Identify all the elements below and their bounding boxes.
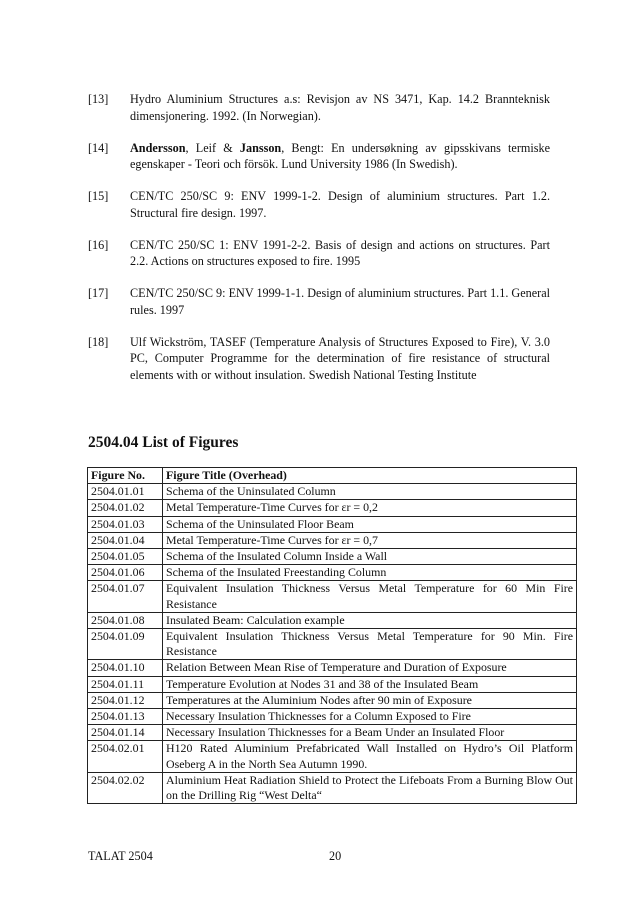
reference-text-part: Ulf Wickström, TASEF (Temperature Analysis of Structures Exposed to Fire), V. 3.0 PC, Computer Programme for the determination of fire resistance of structural elements with or without insulation. Swedish National Testing Institute — [130, 334, 550, 382]
figure-number: 2504.01.03 — [88, 516, 163, 532]
figure-number: 2504.01.01 — [88, 484, 163, 500]
figure-title: Schema of the Insulated Column Inside a Wall — [163, 549, 577, 565]
figure-number: 2504.01.13 — [88, 709, 163, 725]
reference-text-part: , Leif & — [185, 140, 240, 155]
figure-title: Insulated Beam: Calculation example — [163, 612, 577, 628]
table-row — [88, 549, 577, 565]
table-row — [88, 692, 577, 708]
figure-title: Schema of the Insulated Freestanding Column — [163, 565, 577, 581]
reference-number: [13] — [88, 92, 109, 106]
reference-text-part: CEN/TC 250/SC 9: ENV 1999-1-1. Design of aluminium structures. Part 1.1. General rules. 1997 — [130, 286, 550, 317]
figure-number: 2504.01.04 — [88, 532, 163, 548]
table-row — [88, 516, 577, 532]
header-figure-no: Figure No. — [88, 468, 163, 484]
reference-number: [18] — [88, 334, 109, 349]
figure-number: 2504.01.11 — [88, 676, 163, 692]
figure-number: 2504.01.14 — [88, 725, 163, 741]
figure-number: 2504.01.07 — [88, 581, 163, 612]
reference-number: [14] — [88, 140, 109, 155]
figure-title: Metal Temperature-Time Curves for εr = 0,7 — [163, 532, 577, 548]
figure-number: 2504.01.06 — [88, 565, 163, 581]
reference-text-part: , Bengt: En undersøkning av gipsskivans termiske egenskaper - Teori och försök. Lund University 1986 (In Swedish). — [130, 140, 551, 171]
reference-number: [15] — [88, 189, 109, 203]
figure-title: Temperature Evolution at Nodes 31 and 38 of the Insulated Beam — [163, 676, 577, 692]
table-row — [88, 629, 577, 660]
table-row — [88, 612, 577, 628]
figure-title: Relation Between Mean Rise of Temperature and Duration of Exposure — [163, 660, 577, 676]
reference-item — [88, 334, 550, 384]
reference-text — [130, 334, 550, 384]
table-row — [88, 500, 577, 516]
reference-number: [17] — [88, 286, 109, 300]
figure-title: Schema of the Uninsulated Floor Beam — [163, 516, 577, 532]
figure-number: 2504.01.09 — [88, 629, 163, 660]
reference-item — [88, 188, 550, 221]
figure-title: Schema of the Uninsulated Column — [163, 484, 577, 500]
figures-table — [87, 467, 577, 804]
figure-title: Necessary Insulation Thicknesses for a Column Exposed to Fire — [163, 709, 577, 725]
reference-item — [88, 140, 550, 173]
table-row — [88, 484, 577, 500]
figure-number: 2504.01.08 — [88, 612, 163, 628]
figure-title: H120 Rated Aluminium Prefabricated Wall Installed on Hydro’s Oil Platform Oseberg A in the North Sea Autumn 1990. — [163, 741, 577, 772]
table-row — [88, 772, 577, 803]
figure-title: Necessary Insulation Thicknesses for a Beam Under an Insulated Floor — [163, 725, 577, 741]
figure-title: Equivalent Insulation Thickness Versus Metal Temperature for 90 Min. Fire Resistance — [163, 629, 577, 660]
reference-text — [130, 91, 550, 124]
footer-page-number: 20 — [329, 849, 342, 863]
footer-document-name: TALAT 2504 — [88, 849, 153, 863]
figure-number: 2504.01.02 — [88, 500, 163, 516]
figure-title: Equivalent Insulation Thickness Versus Metal Temperature for 60 Min Fire Resistance — [163, 581, 577, 612]
header-figure-title: Figure Title (Overhead) — [163, 468, 577, 484]
figure-number: 2504.01.12 — [88, 692, 163, 708]
author-name: Jansson — [239, 140, 282, 155]
figure-number: 2504.01.10 — [88, 660, 163, 676]
reference-text — [130, 285, 550, 318]
figure-number: 2504.02.02 — [88, 772, 163, 803]
figure-title: Temperatures at the Aluminium Nodes after 90 min of Exposure — [163, 692, 577, 708]
table-row — [88, 709, 577, 725]
table-row — [88, 676, 577, 692]
reference-item — [88, 91, 550, 124]
reference-text — [130, 188, 550, 221]
reference-text — [130, 237, 550, 270]
reference-number: [16] — [88, 237, 109, 252]
figure-title: Aluminium Heat Radiation Shield to Protect the Lifeboats From a Burning Blow Out on the Drilling Rig “West Delta“ — [163, 772, 577, 803]
reference-item — [88, 285, 550, 318]
reference-text-part: Hydro Aluminium Structures a.s: Revisjon av NS 3471, Kap. 14.2 Brannteknisk dimensjonering. 1992. (In Norwegian). — [130, 92, 550, 123]
table-row — [88, 725, 577, 741]
reference-text — [130, 140, 550, 173]
table-row — [88, 581, 577, 612]
table-row — [88, 741, 577, 772]
figure-number: 2504.01.05 — [88, 549, 163, 565]
author-name: Andersson — [130, 140, 186, 155]
reference-item — [88, 237, 550, 270]
figure-number: 2504.02.01 — [88, 741, 163, 772]
table-row — [88, 660, 577, 676]
table-header-row — [88, 468, 577, 484]
figures-table-body — [88, 484, 577, 804]
figure-title: Metal Temperature-Time Curves for εr = 0,2 — [163, 500, 577, 516]
reference-text-part: CEN/TC 250/SC 9: ENV 1999-1-2. Design of aluminium structures. Part 1.2. Structural fire design. 1997. — [130, 189, 550, 220]
reference-list — [88, 91, 550, 399]
section-title: 2504.04 List of Figures — [88, 434, 239, 451]
reference-text-part: CEN/TC 250/SC 1: ENV 1991-2-2. Basis of design and actions on structures. Part 2.2. Actions on structures exposed to fire. 1995 — [130, 237, 550, 268]
table-row — [88, 565, 577, 581]
table-row — [88, 532, 577, 548]
